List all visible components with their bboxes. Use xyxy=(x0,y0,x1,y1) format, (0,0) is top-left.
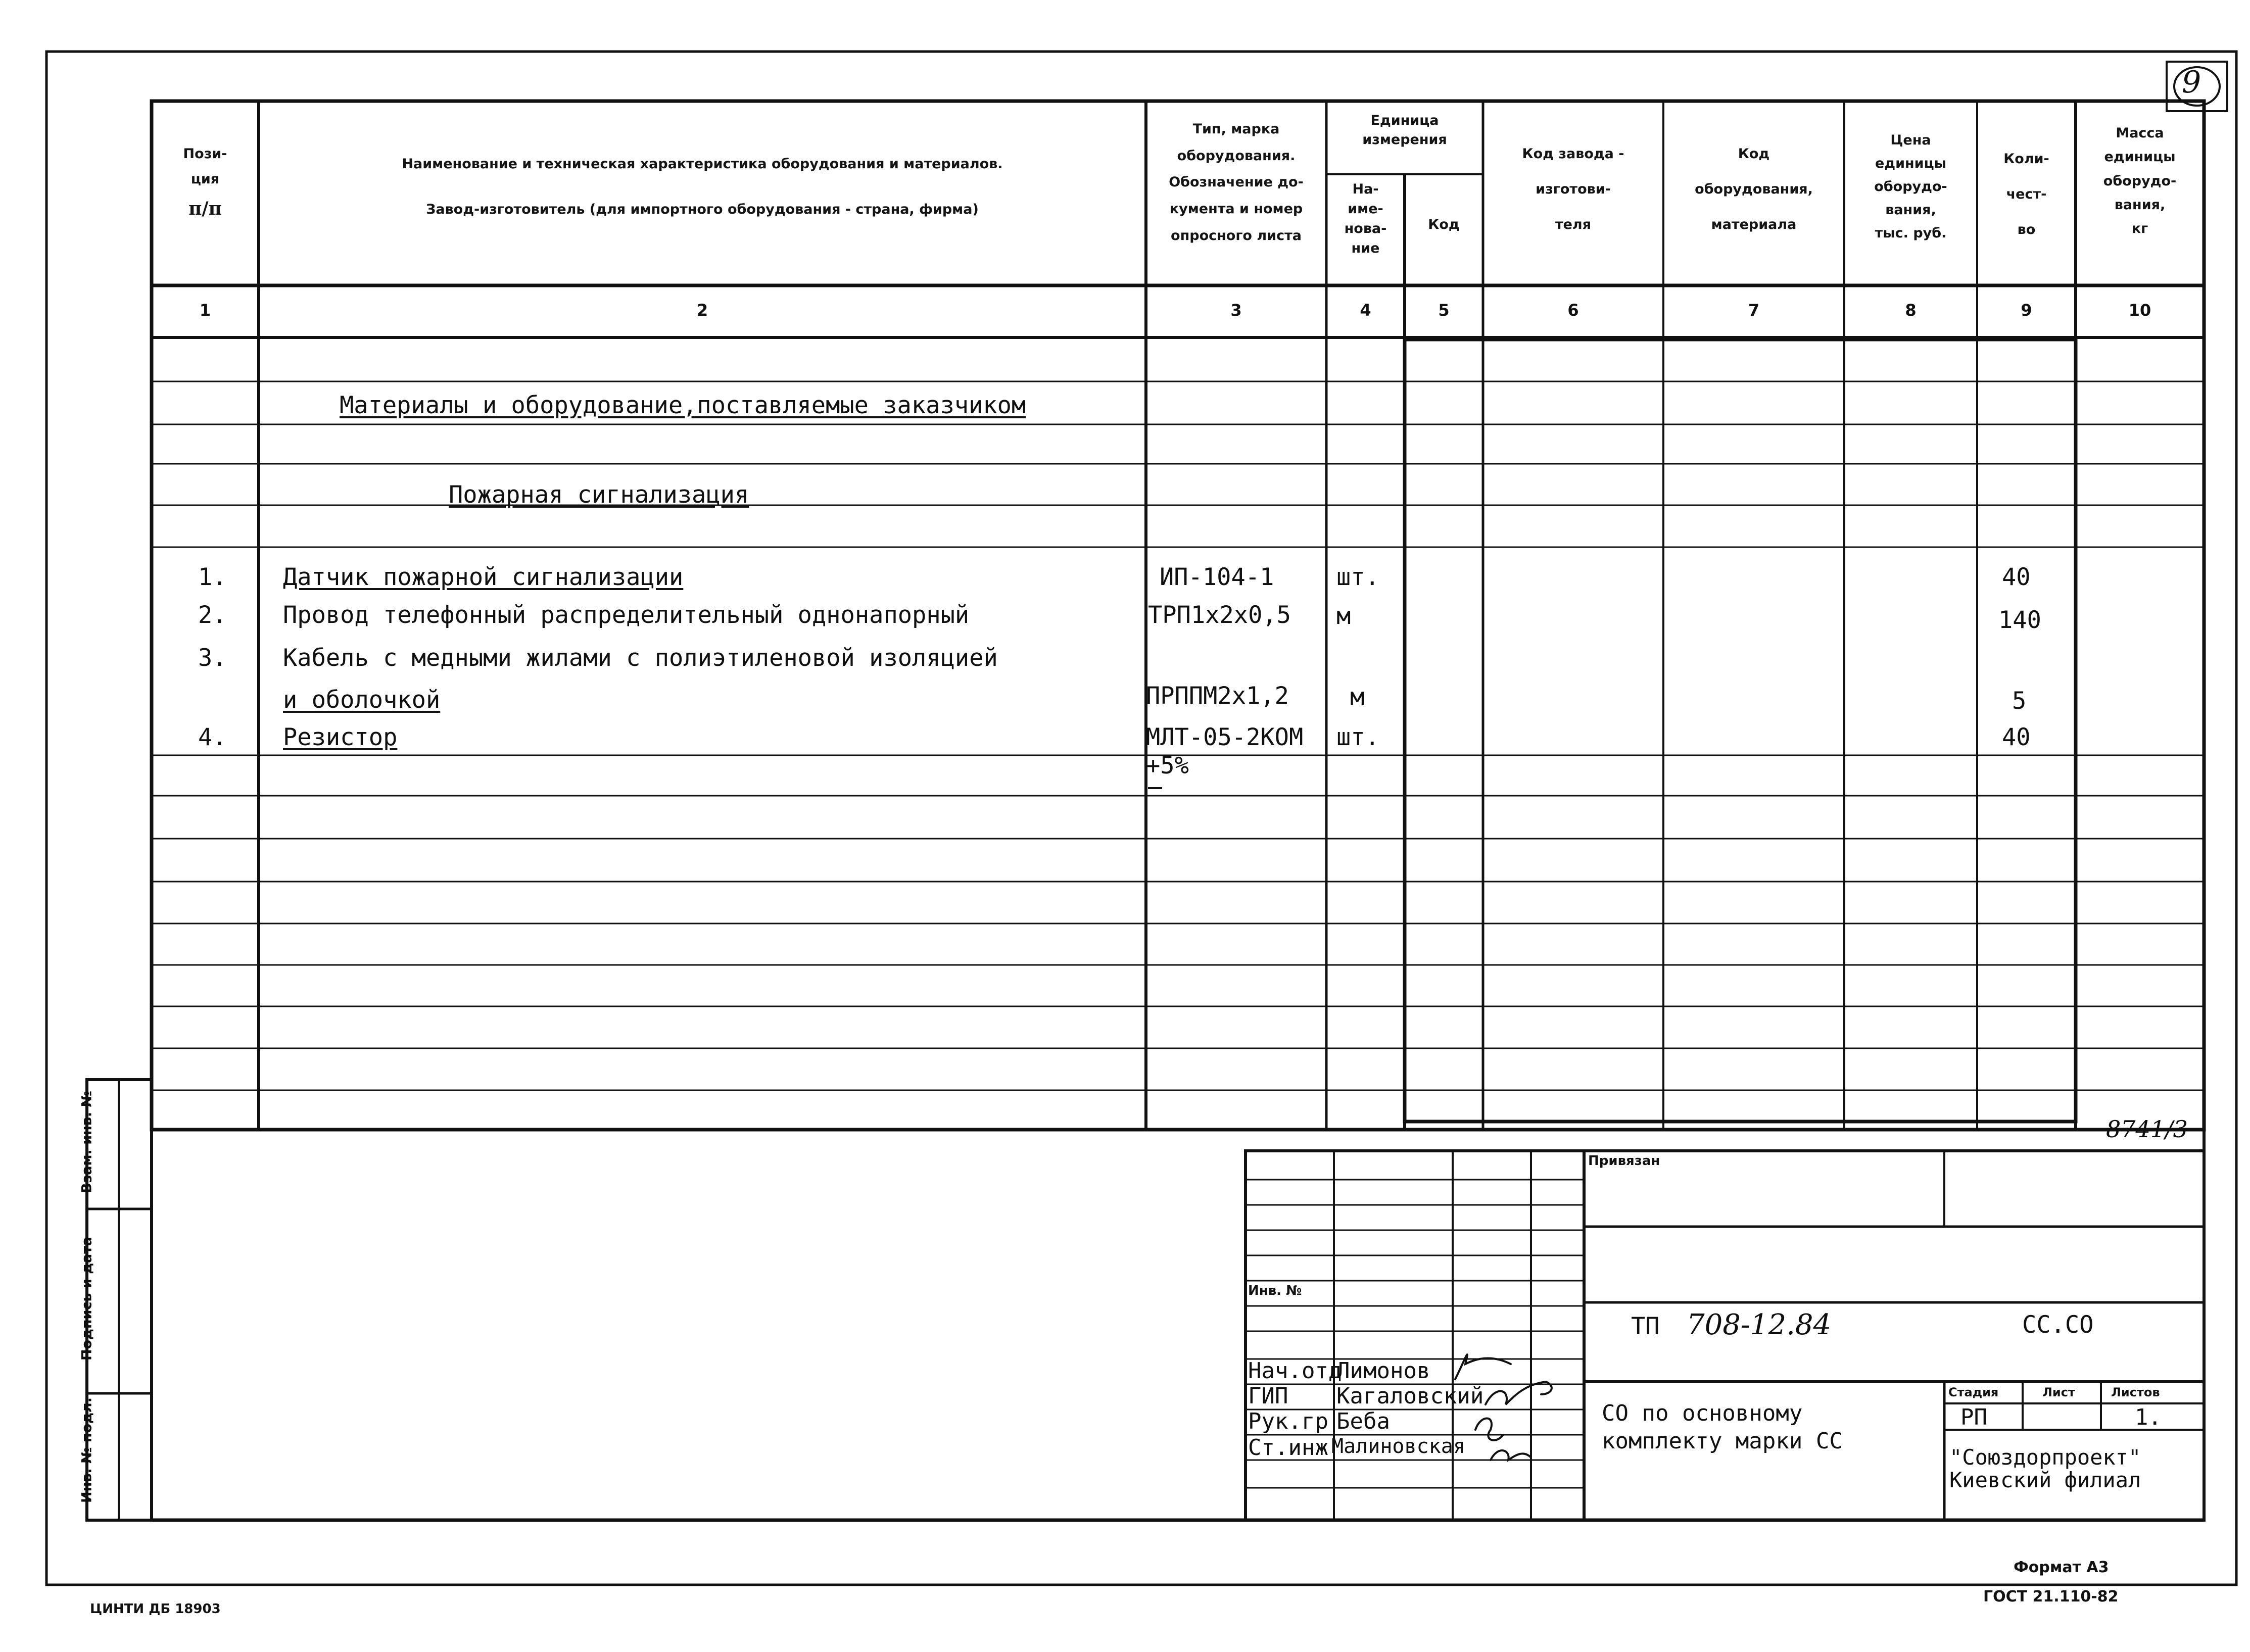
stamp-name-2: Кагаловский xyxy=(1336,1383,1484,1409)
row-1-type: ИП-104-1 xyxy=(1160,563,1274,591)
col-number-1: 1 xyxy=(199,301,211,320)
outer-frame xyxy=(46,52,2236,1585)
stamp-stage: РП xyxy=(1960,1404,1987,1430)
stamp-name-3: Беба xyxy=(1336,1408,1390,1434)
stamp-sheets-label: Листов xyxy=(2111,1385,2160,1399)
header-quantity: Коли- чест- во xyxy=(2003,151,2049,238)
row-4-name: Резистор xyxy=(283,723,398,751)
stamp-title-line2: комплекту марки СС xyxy=(1602,1428,1843,1454)
stamp-sheets: 1. xyxy=(2135,1404,2162,1430)
gost-label: ГОСТ 21.110-82 xyxy=(1983,1588,2119,1606)
col-number-8: 8 xyxy=(1905,301,1917,320)
col-number-9: 9 xyxy=(2021,301,2032,320)
side-stamp-replaced-inv: Взам. инв. № xyxy=(79,1091,95,1194)
row-1-name: Датчик пожарной сигнализации xyxy=(283,563,684,591)
stamp-role-4: Ст.инж xyxy=(1248,1435,1328,1461)
row-3-name-continuation: и оболочкой xyxy=(283,686,441,714)
stamp-privyazan: Привязан xyxy=(1588,1153,1660,1169)
side-stamp-signature-date: Подпись и дата xyxy=(79,1236,95,1361)
header-mass: Масса единицы оборудо- вания, кг xyxy=(2103,125,2177,236)
header-unit-group: Единица измерения xyxy=(1362,113,1447,148)
stamp-designation-prefix: ТП xyxy=(1631,1313,1660,1340)
row-4-type: МЛТ-05-2КОМ xyxy=(1146,723,1304,751)
row-3-position: 3. xyxy=(198,644,227,672)
row-1-quantity: 40 xyxy=(2002,563,2031,591)
stamp-org-line2: Киевский филиал xyxy=(1949,1468,2141,1492)
header-unit-name: На- име- нова- ние xyxy=(1344,181,1387,257)
col-number-4: 4 xyxy=(1360,301,1371,320)
row-4-quantity: 40 xyxy=(2002,723,2031,751)
col-number-7: 7 xyxy=(1748,301,1760,320)
row-2-unit: м xyxy=(1336,602,1351,630)
header-name: Наименование и техническая характеристика оборудования и материалов. Завод-изготовитель (для импортного оборудования - страна, фирма) xyxy=(402,156,1003,217)
row-2-name: Провод телефонный распределительный однонапорный xyxy=(283,601,970,629)
stamp-sheet-label: Лист xyxy=(2042,1385,2075,1399)
row-4-type-tolerance: +5% xyxy=(1146,752,1189,780)
stamp-stage-label: Стадия xyxy=(1948,1385,1999,1399)
subsection-title: Пожарная сигнализация xyxy=(449,481,749,509)
col-number-6: 6 xyxy=(1567,301,1579,320)
row-2-type: ТРП1х2х0,5 xyxy=(1148,601,1291,629)
row-2-quantity: 140 xyxy=(1998,606,2041,634)
stamp-role-2: ГИП xyxy=(1248,1383,1288,1409)
stamp-org-line1: "Союздорпроект" xyxy=(1949,1445,2141,1470)
row-3-unit: м xyxy=(1350,683,1365,711)
bottom-stamp: ЦИНТИ ДБ 18903 xyxy=(90,1601,221,1617)
header-manufacturer-code: Код завода - изготови- теля xyxy=(1522,146,1624,233)
row-2-position: 2. xyxy=(198,601,227,629)
row-3-name: Кабель с медными жилами с полиэтиленовой изоляцией xyxy=(283,644,998,672)
side-stamp-inv-original: Инв. № подл. xyxy=(79,1397,95,1503)
stamp-role-1: Нач.отд xyxy=(1248,1358,1342,1384)
header-position: Пози- ция п/п xyxy=(183,146,227,219)
doc-code: 8741/3 xyxy=(2106,1115,2188,1143)
header-type: Тип, марка оборудования. Обозначение до- кумента и номер опросного листа xyxy=(1169,121,1304,244)
stamp-inv-no: Инв. № xyxy=(1248,1283,1302,1298)
stamp-name-1: Лимонов xyxy=(1336,1358,1430,1384)
header-equipment-code: Код оборудования, материала xyxy=(1695,146,1813,233)
format-label: Формат А3 xyxy=(2014,1559,2109,1576)
row-1-unit: шт. xyxy=(1336,563,1379,591)
stamp-designation: 708-12.84 xyxy=(1687,1308,1832,1341)
col-number-5: 5 xyxy=(1438,301,1450,320)
header-unit-code: Код xyxy=(1428,217,1460,232)
row-3-type: ПРППМ2х1,2 xyxy=(1146,682,1289,710)
section-title: Материалы и оборудование,поставляемые заказчиком xyxy=(340,392,1026,419)
col-number-2: 2 xyxy=(696,301,708,320)
stamp-title-line1: СО по основному xyxy=(1602,1400,1803,1426)
row-1-position: 1. xyxy=(198,563,227,591)
stamp-role-3: Рук.гр xyxy=(1248,1408,1328,1434)
header-price: Цена единицы оборудо- вания, тыс. руб. xyxy=(1874,132,1947,241)
col-number-10: 10 xyxy=(2128,301,2151,320)
col-number-3: 3 xyxy=(1230,301,1242,320)
stamp-mark: СС.СО xyxy=(2022,1311,2094,1339)
stamp-name-4: Малиновская xyxy=(1331,1435,1465,1458)
row-4-position: 4. xyxy=(198,723,227,751)
row-4-unit: шт. xyxy=(1336,723,1379,751)
sheet-number: 9 xyxy=(2182,65,2201,100)
row-3-quantity: 5 xyxy=(2012,687,2027,715)
